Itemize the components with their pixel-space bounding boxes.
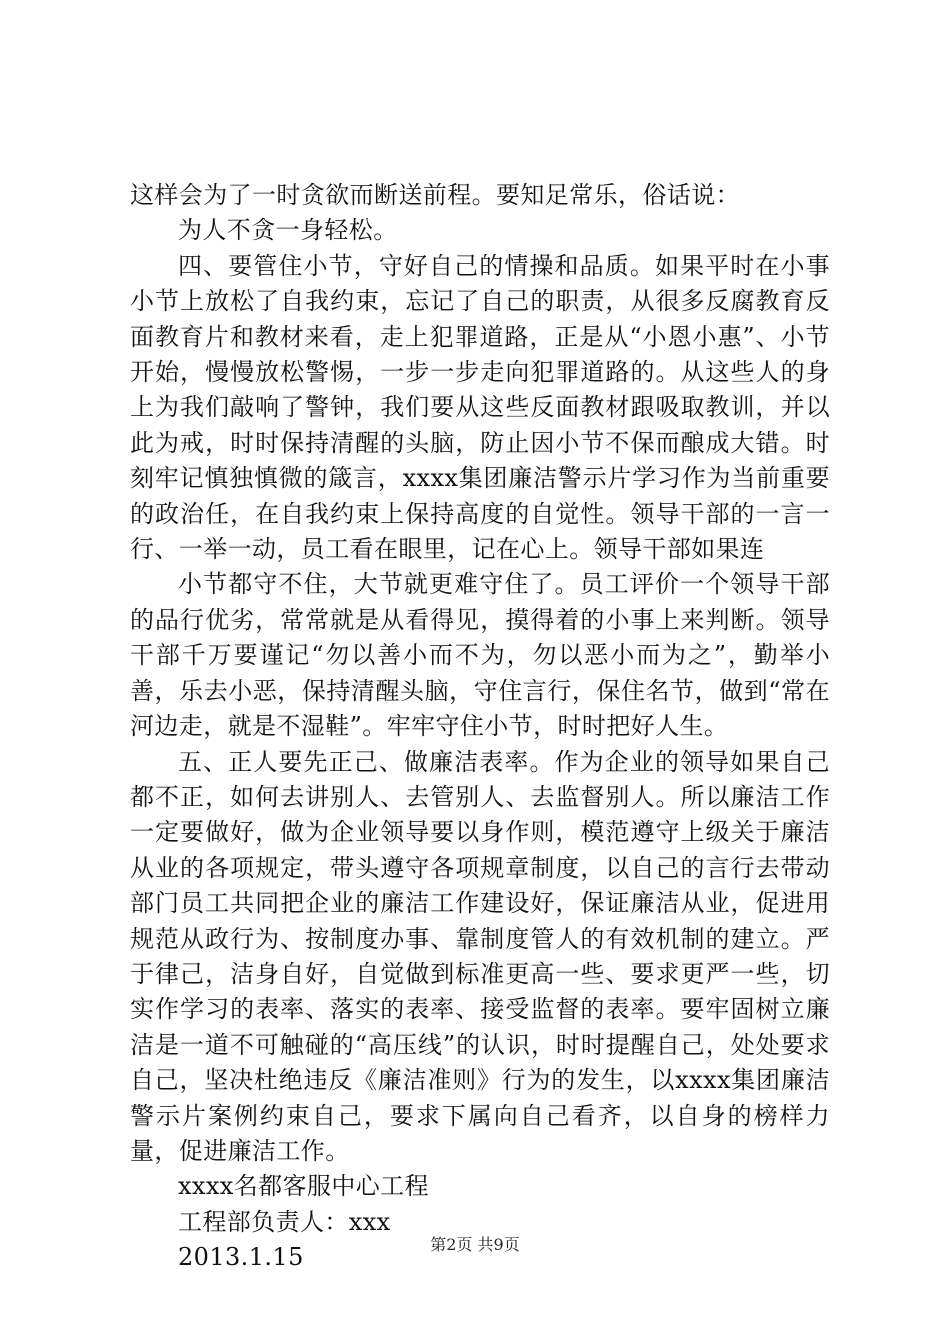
signature-signer: 工程部负责人：xxx [178, 1207, 391, 1236]
paragraph-saying: 为人不贪一身轻松。 [178, 216, 398, 245]
paragraph-continuation: 这样会为了一时贪欲而断送前程。要知足常乐，俗话说： [130, 181, 740, 209]
paragraph-section-four-cont: 小节都守不住，大节就更难守住了。员工评价一个领导干部的品行优劣，常常就是从看得见，摸得着的小事上来判断。领导干部千万要谨记“勿以善小而不为，勿以恶小而为之”，勤举小善，乐去小恶，保持清醒头脑，守住言行，保住名节，做到“常在河边走，就是不湿鞋”。牢牢守住小节，时时把好人生。 [130, 570, 830, 741]
page-number: 第2页 共9页 [430, 1235, 520, 1254]
paragraph-section-four: 四、要管住小节，守好自己的情操和品质。如果平时在小事小节上放松了自我约束，忘记了自己的职责，从很多反腐教育反面教育片和教材来看，走上犯罪道路，正是从“小恩小惠”、小节开始，慢慢放松警惕，一步一步走向犯罪道路的。从这些人的身上为我们敲响了警钟，我们要从这些反面教材跟吸取教训，并以此为戒，时时保持清醒的头脑，防止因小节不保而酿成大错。时刻牢记慎独慎微的箴言，xxxx集团廉洁警示片学习作为当前重要的政治任，在自我约束上保持高度的自觉性。领导干部的一言一行、一举一动，员工看在眼里，记在心上。领导干部如果连 [130, 251, 830, 564]
page-footer [0, 1232, 950, 1255]
signature-organization: xxxx名都客服中心工程 [178, 1172, 429, 1201]
signature-date: 2013.1.15 [178, 1243, 304, 1272]
paragraph-section-five: 五、正人要先正己、做廉洁表率。作为企业的领导如果自己都不正，如何去讲别人、去管别人、去监督别人。所以廉洁工作一定要做好，做为企业领导要以身作则，模范遵守上级关于廉洁从业的各项规定，带头遵守各项规章制度，以自己的言行去带动部门员工共同把企业的廉洁工作建设好，保证廉洁从业，促进用规范从政行为、按制度办事、靠制度管人的有效机制的建立。严于律己，洁身自好，自觉做到标准更高一些、要求更严一些，切实作学习的表率、落实的表率、接受监督的表率。要牢固树立廉洁是一道不可触碰的“高压线”的认识，时时提醒自己，处处要求自己，坚决杜绝违反《廉洁准则》行为的发生，以xxxx集团廉洁警示片案例约束自己，要求下属向自己看齐，以自身的榜样力量，促进廉洁工作。 [130, 747, 830, 1165]
document-body [130, 178, 830, 1276]
